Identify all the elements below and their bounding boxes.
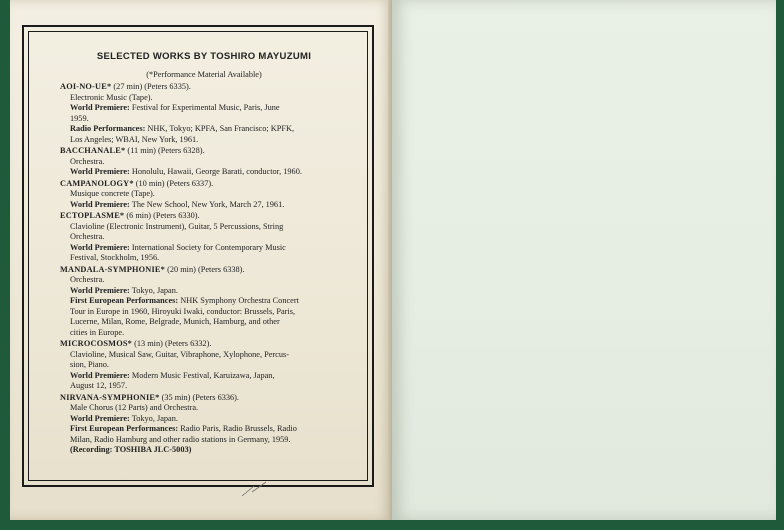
work-detail-line: Los Angeles; WBAI, New York, 1961. <box>70 134 199 144</box>
work-entry <box>40 146 340 178</box>
work-detail-line: World Premiere: Modern Music Festival, Karuizawa, Japan, <box>70 370 275 380</box>
work-detail-line: Radio Performances: NHK, Tokyo; KPFA, San Francisco; KPFK, <box>70 124 295 133</box>
work-detail-line: Male Chorus (12 Parts) and Orchestra. <box>70 403 199 412</box>
work-detail-line: Orchestra. <box>70 156 105 166</box>
pen-mark-icon <box>240 480 268 498</box>
work-detail-line: Lucerne, Milan, Rome, Belgrade, Munich, Hamburg, and other <box>70 317 280 326</box>
work-entry <box>40 82 340 145</box>
work-heading: MICROCOSMOS* (13 min) (Peters 6332). <box>60 339 212 348</box>
works-list <box>40 52 340 456</box>
work-detail-line: First European Performances: NHK Symphony Orchestra Concert <box>70 296 299 305</box>
work-detail-line: Orchestra. <box>70 275 105 284</box>
work-detail-line: Tour in Europe in 1960, Hiroyuki Iwaki, conductor: Brussels, Paris, <box>70 306 296 316</box>
work-entry <box>40 179 340 211</box>
page-subtitle: (*Performance Material Available) <box>146 69 262 79</box>
works-container <box>40 82 340 456</box>
work-detail-line: Orchestra. <box>70 232 105 241</box>
work-heading: BACCHANALE* (11 min) (Peters 6328). <box>60 146 205 155</box>
work-heading: AOI-NO-UE* (27 min) (Peters 6335). <box>60 82 191 91</box>
work-detail-line: Festival, Stockholm, 1956. <box>70 253 160 262</box>
work-detail-line: August 12, 1957. <box>70 381 128 390</box>
work-detail-line: Clavioline, Musical Saw, Guitar, Vibraphone, Xylophone, Percus- <box>70 349 289 359</box>
work-entry <box>40 265 340 339</box>
work-entry <box>40 393 340 456</box>
work-detail-line: (Recording: TOSHIBA JLC-5003) <box>70 445 192 454</box>
page-title: SELECTED WORKS BY TOSHIRO MAYUZUMI <box>96 51 312 62</box>
work-entry <box>40 339 340 392</box>
work-detail-line: cities in Europe. <box>70 327 125 337</box>
work-detail-line: Milan, Radio Hamburg and other radio stations in Germany, 1959. <box>70 434 291 444</box>
work-detail-line: World Premiere: Tokyo, Japan. <box>70 285 178 295</box>
work-heading: ECTOPLASME* (6 min) (Peters 6330). <box>60 211 200 220</box>
work-detail-line: Clavioline (Electronic Instrument), Guitar, 5 Percussions, String <box>70 221 284 231</box>
work-detail-line: Electronic Music (Tape). <box>70 92 153 102</box>
work-detail-line: Musique concrete (Tape). <box>70 189 155 198</box>
work-heading: NIRVANA-SYMPHONIE* (35 min) (Peters 6336). <box>60 392 239 402</box>
work-detail-line: World Premiere: Honolulu, Hawaii, George Barati, conductor, 1960. <box>70 167 302 176</box>
work-heading: MANDALA-SYMPHONIE* (20 min) (Peters 6338). <box>60 264 245 274</box>
work-detail-line: First European Performances: Radio Paris, Radio Brussels, Radio <box>70 424 297 433</box>
work-detail-line: sion, Piano. <box>70 360 109 369</box>
work-detail-line: 1959. <box>70 113 89 123</box>
work-detail-line: World Premiere: The New School, New York, March 27, 1961. <box>70 199 285 209</box>
work-detail-line: World Premiere: Tokyo, Japan. <box>70 413 178 423</box>
work-heading: CAMPANOLOGY* (10 min) (Peters 6337). <box>60 178 214 188</box>
work-detail-line: World Premiere: International Society for Contemporary Music <box>70 242 286 252</box>
work-detail-line: World Premiere: Festival for Experimental Music, Paris, June <box>70 103 280 112</box>
right-page <box>392 0 776 520</box>
work-entry <box>40 211 340 264</box>
